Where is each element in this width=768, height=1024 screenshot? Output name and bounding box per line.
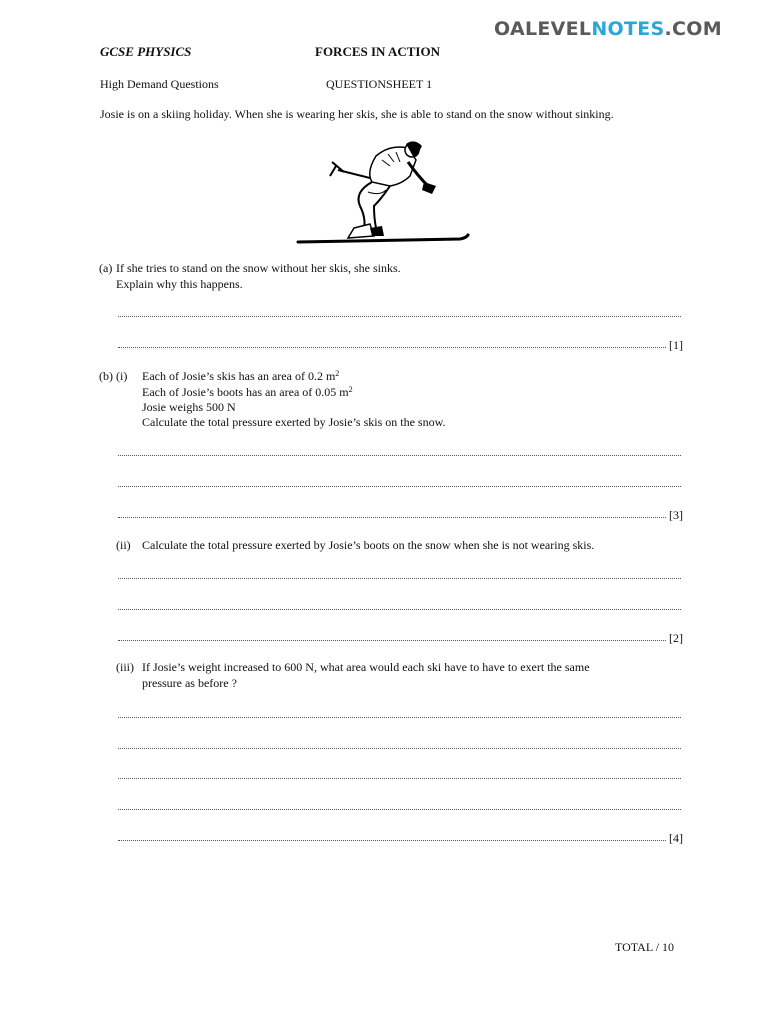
- part-b-i-line4: Calculate the total pressure exerted by Josie’s skis on the snow.: [142, 415, 446, 429]
- answer-line[interactable]: [118, 347, 666, 348]
- part-b-iii-line1: If Josie’s weight increased to 600 N, what area would each ski have to have to exert the same: [142, 660, 590, 674]
- answer-line[interactable]: [118, 778, 681, 779]
- site-logo: OALEVELNOTES.COM: [494, 18, 722, 40]
- answer-line[interactable]: [118, 316, 681, 317]
- answer-line[interactable]: [118, 840, 666, 841]
- answer-line[interactable]: [118, 717, 681, 718]
- part-b-ii-mark: [2]: [669, 631, 683, 645]
- total-marks: TOTAL / 10: [615, 940, 675, 954]
- part-b-label: (b): [99, 369, 113, 383]
- questionsheet-label: QUESTIONSHEET 1: [326, 77, 433, 91]
- subject-heading: GCSE PHYSICS: [100, 44, 192, 59]
- part-b-i-label: (i): [116, 369, 128, 383]
- part-b-ii-label: (ii): [116, 538, 131, 552]
- answer-line[interactable]: [118, 640, 666, 641]
- part-b-iii-label: (iii): [116, 660, 134, 674]
- part-b-i-mark: [3]: [669, 508, 683, 522]
- topic-heading: FORCES IN ACTION: [315, 44, 440, 59]
- part-a-mark: [1]: [669, 338, 683, 352]
- answer-line[interactable]: [118, 455, 681, 456]
- part-b-i-line1: Each of Josie’s skis has an area of 0.2 $m^2$: [142, 369, 340, 383]
- answer-line[interactable]: [118, 517, 666, 518]
- skier-illustration: [290, 132, 475, 248]
- part-a-line1: If she tries to stand on the snow without her skis, she sinks.: [116, 261, 401, 275]
- level-label: High Demand Questions: [100, 77, 219, 91]
- part-a-label: (a): [99, 261, 113, 275]
- part-b-iii-mark: [4]: [669, 831, 683, 845]
- answer-line[interactable]: [118, 809, 681, 810]
- part-a-line2: Explain why this happens.: [116, 277, 243, 291]
- intro-text: Josie is on a skiing holiday. When she is wearing her skis, she is able to stand on the snow without sinking.: [100, 107, 614, 121]
- answer-line[interactable]: [118, 748, 681, 749]
- part-b-iii-line2: pressure as before ?: [142, 676, 237, 690]
- part-b-i-line2: Each of Josie’s boots has an area of 0.05 $m^2$: [142, 385, 353, 399]
- part-b-ii-text: Calculate the total pressure exerted by Josie’s boots on the snow when she is not wearing skis.: [142, 538, 595, 552]
- answer-line[interactable]: [118, 578, 681, 579]
- answer-line[interactable]: [118, 609, 681, 610]
- answer-line[interactable]: [118, 486, 681, 487]
- part-b-i-line3: Josie weighs 500 N: [142, 400, 236, 414]
